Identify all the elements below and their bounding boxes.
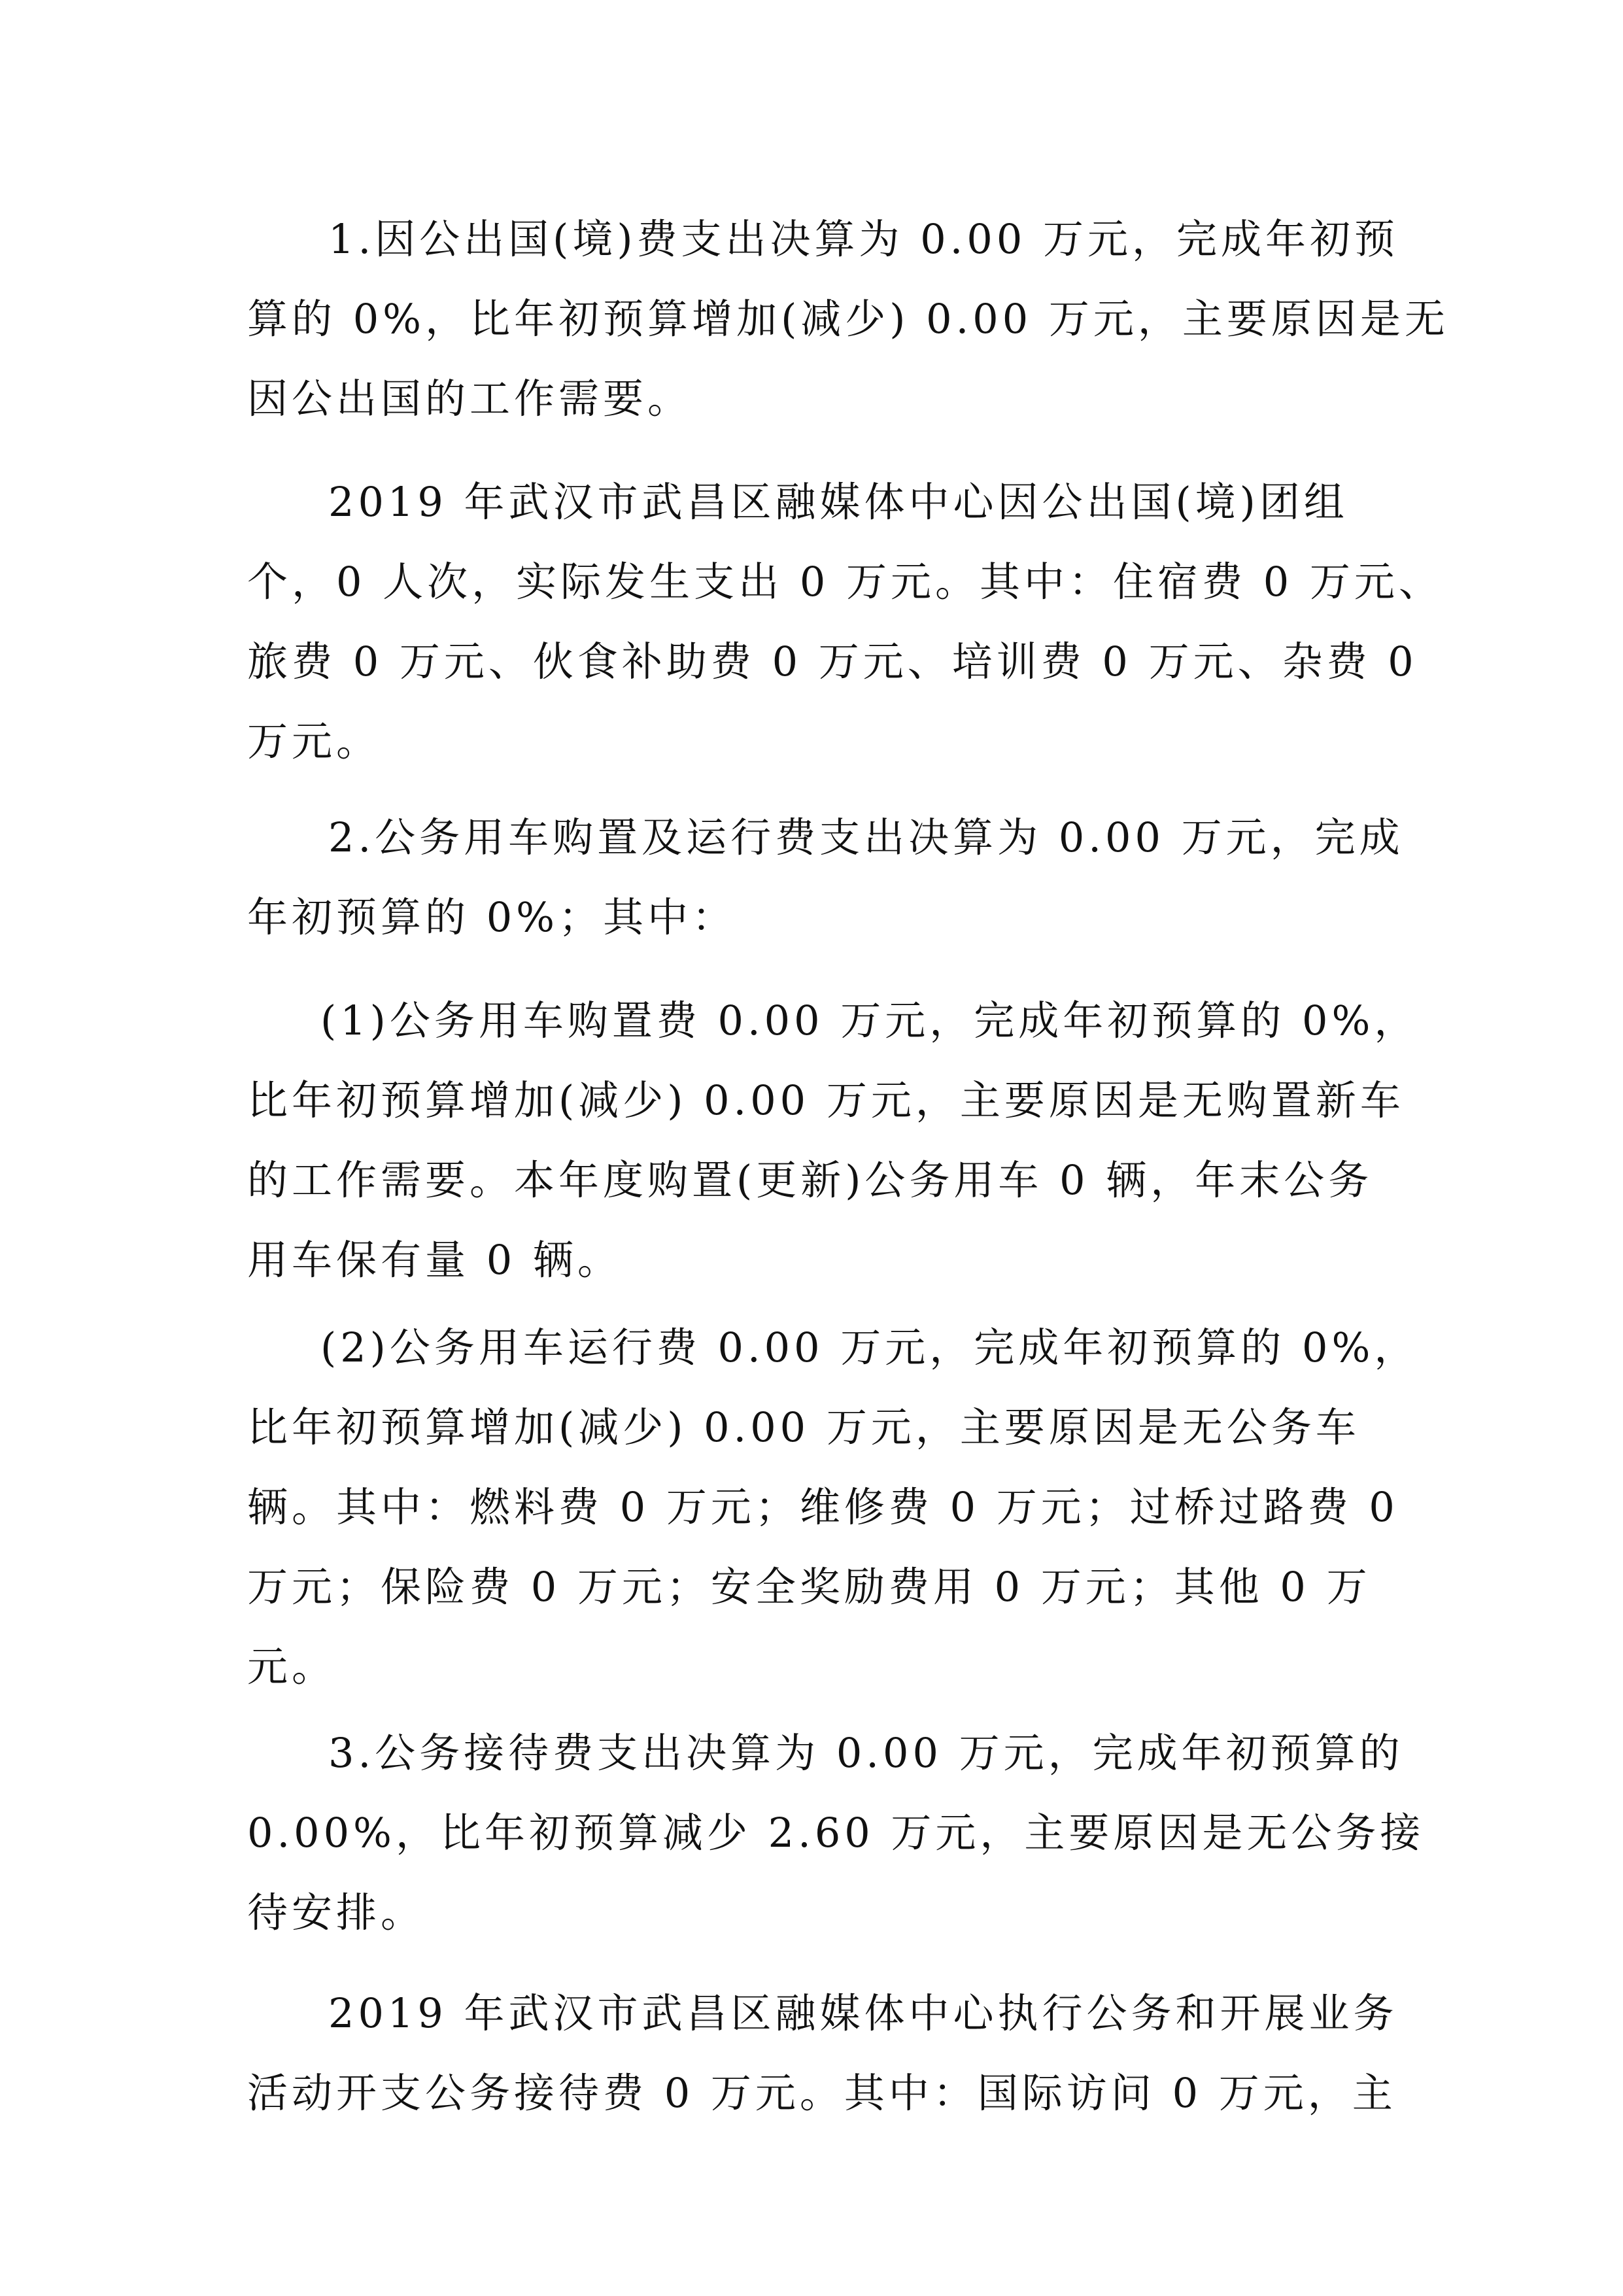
paragraph-4-line-3: 的工作需要。本年度购置(更新)公务用车 0 辆，年末公务 <box>247 1156 1373 1204</box>
paragraph-7-line-1: 2019 年武汉市武昌区融媒体中心执行公务和开展业务 <box>328 1989 1398 2037</box>
paragraph-3-line-1: 2.公务用车购置及运行费支出决算为 0.00 万元，完成 <box>328 814 1404 861</box>
paragraph-4 <box>247 981 1418 1300</box>
paragraph-7-line-2: 活动开支公务接待费 0 万元。其中：国际访问 0 万元，主 <box>247 2069 1397 2117</box>
paragraph-5 <box>247 1308 1418 1707</box>
paragraph-5-line-2: 比年初预算增加(减少) 0.00 万元，主要原因是无公务车 <box>247 1403 1360 1451</box>
paragraph-4-line-4: 用车保有量 0 辆。 <box>247 1236 622 1284</box>
paragraph-2-line-3: 旅费 0 万元、伙食补助费 0 万元、培训费 0 万元、杂费 0 <box>247 638 1418 685</box>
paragraph-4-line-1: (1)公务用车购置费 0.00 万元，完成年初预算的 0%， <box>320 997 1419 1044</box>
paragraph-5-line-3: 辆。其中：燃料费 0 万元；维修费 0 万元；过桥过路费 0 <box>247 1483 1399 1531</box>
paragraph-6 <box>247 1713 1425 1953</box>
paragraph-5-line-5: 元。 <box>247 1643 337 1690</box>
paragraph-6-line-3: 待安排。 <box>247 1889 426 1936</box>
paragraph-1-line-2: 算的 0%，比年初预算增加(减少) 0.00 万元，主要原因是无 <box>247 295 1449 343</box>
paragraph-5-line-4: 万元；保险费 0 万元；安全奖励费用 0 万元；其他 0 万 <box>247 1563 1371 1611</box>
paragraph-6-line-2: 0.00%，比年初预算减少 2.60 万元，主要原因是无公务接 <box>247 1809 1425 1857</box>
paragraph-2-line-4: 万元。 <box>247 717 381 765</box>
paragraph-2-line-1: 2019 年武汉市武昌区融媒体中心因公出国(境)团组 <box>328 478 1348 526</box>
paragraph-2 <box>247 462 1443 781</box>
paragraph-1-line-1: 1.因公出国(境)费支出决算为 0.00 万元，完成年初预 <box>328 215 1399 263</box>
paragraph-6-line-1: 3.公务接待费支出决算为 0.00 万元，完成年初预算的 <box>328 1729 1404 1777</box>
paragraph-7 <box>247 1974 1418 2133</box>
paragraph-2-line-2: 个，0 人次，实际发生支出 0 万元。其中：住宿费 0 万元、 <box>247 558 1443 606</box>
paragraph-3-line-2: 年初预算的 0%；其中： <box>247 893 737 941</box>
paragraph-4-line-2: 比年初预算增加(减少) 0.00 万元，主要原因是无购置新车 <box>247 1076 1405 1124</box>
paragraph-1 <box>247 199 1449 439</box>
paragraph-1-line-3: 因公出国的工作需要。 <box>247 375 692 422</box>
paragraph-5-line-1: (2)公务用车运行费 0.00 万元，完成年初预算的 0%， <box>320 1324 1419 1371</box>
paragraph-3 <box>247 798 1418 957</box>
